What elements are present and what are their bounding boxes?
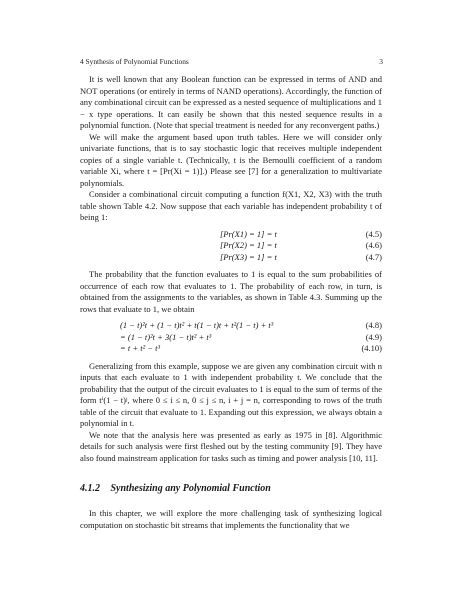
equation-number: (4.6) [365,240,382,250]
page-number: 3 [379,57,383,66]
equation-number: (4.7) [365,251,382,262]
running-title: 4 Synthesis of Polynomial Functions [80,57,189,66]
equation: [Pr(X3) = 1] = t [220,251,277,262]
equation: [Pr(X1) = 1] = t [220,228,277,239]
equation-row [80,320,382,332]
equation-row [80,240,382,252]
equation: (1 − t)²t + (1 − t)t² + t(1 − t)t + t²(1 − t) + t³ [120,320,274,330]
equation-number: (4.10) [361,343,382,353]
equation-number: (4.8) [365,320,382,330]
paragraph-boolean-functions: It is well known that any Boolean function can be expressed in terms of AND and NOT operations (or entirely in terms of NAND operations). Accordingly, the function of any combinational circuit can be expressed as a nested sequence of multiplications and 1 − x type operations. It can easily be shown that this nested sequence results in a polynomial function. (Note that special treatment is needed for any reconvergent paths.) [80,74,382,130]
paragraph-truth-tables: We will make the argument based upon truth tables. Here we will consider only univariate functions, that is to say stochastic logic that receives multiple independent copies of a single variable t. (Technically, t is the Bernoulli coefficient of a random variable Xi, where t = [Pr(Xi = 1)].) Please see [7] for a generalization to multivariate polynomials. [80,131,382,188]
running-header [80,57,383,66]
equation: = (1 − t)²t + 3(1 − t)t² + t³ [120,331,212,342]
section-heading [80,483,382,494]
equation-number: (4.5) [365,228,382,239]
equation-block-polynomial [80,320,382,355]
section-title: Synthesizing any Polynomial Function [110,483,271,494]
equation-row [80,343,382,355]
equation-row [80,332,382,344]
section-number: 4.1.2 [80,483,100,494]
equation: [Pr(X2) = 1] = t [220,240,277,250]
equation-block-probabilities [80,229,382,264]
equation-number: (4.9) [365,331,382,342]
paragraph-history: We note that the analysis here was presented as early as 1975 in [8]. Algorithmic details for such analysis were first fleshed out by the testing community [9]. They have also found mainstream application for tasks such as timing and power analysis [10, 11]. [80,429,382,463]
equation-row [80,252,382,264]
paragraph-generalizing: Generalizing from this example, suppose we are given any combination circuit with n inputs that each evaluate to 1 with independent probability t. We conclude that the probability that the output of the circuit evaluates to 1 is equal to the sum of terms of the form tⁱ(1 − t)ʲ, where 0 ≤ i ≤ n, 0 ≤ j ≤ n, i + j = n, corresponding to rows of the truth table of the circuit that evaluate to 1. Expanding out this expression, we always obtain a polynomial in t. [80,360,382,428]
paragraph-sum-probabilities: The probability that the function evaluates to 1 is equal to the sum probabilities of occurrence of each row that evaluates to 1. The probability of each row, in turn, is obtained from the assignments to the variables, as shown in Table 4.3. Summing up the rows that evaluate to 1, we obtain [80,269,382,314]
equation-row [80,229,382,241]
paragraph-combinational-circuit: Consider a combinational circuit computing a function f(X1, X2, X3) with the truth table shown Table 4.2. Now suppose that each variable has independent probability t of being 1: [80,189,382,222]
page-body [80,74,382,531]
paragraph-chapter-intro: In this chapter, we will explore the more challenging task of synthesizing logical computation on stochastic bit streams that implements the functionality that we [80,508,382,530]
equation: = t + t² − t³ [120,343,161,353]
